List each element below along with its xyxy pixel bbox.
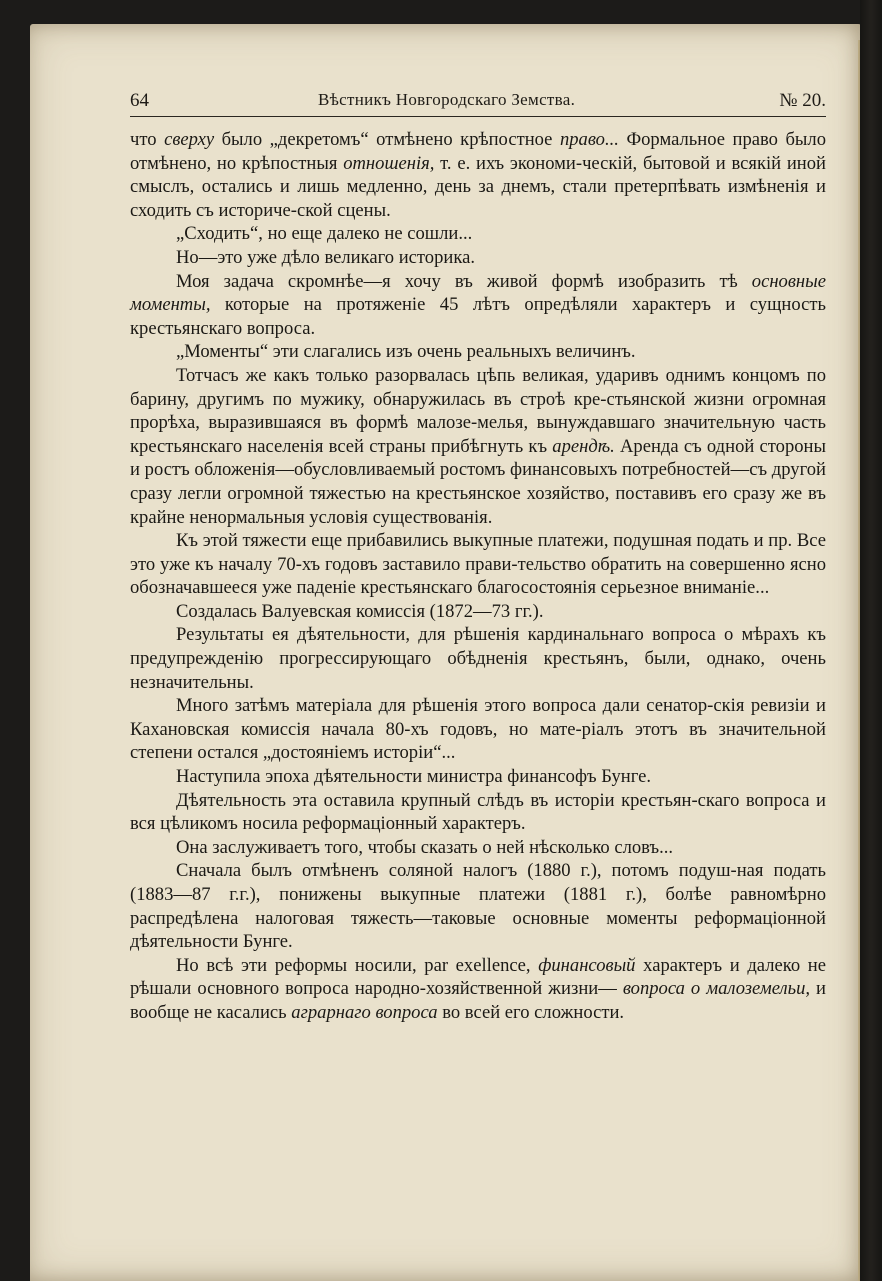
- paragraph: [130, 340, 826, 364]
- text-run: Дѣятельность эта оставила крупный слѣдъ въ исторіи крестьян-скаго вопроса и вся цѣликомъ носила реформаціонный характеръ.: [130, 789, 826, 835]
- text-run: характеръ и далеко не рѣшали основного вопроса народно-хозяйственной жизни—: [130, 954, 826, 1000]
- paragraph: [130, 128, 826, 222]
- text-run: Моя задача скромнѣе—я хочу въ живой формѣ изобразить тѣ: [176, 270, 752, 292]
- text-run: Но всѣ эти реформы носили, par exellence,: [176, 954, 539, 976]
- italic-run: вопроса о малоземельи,: [622, 978, 811, 1000]
- text-run: Результаты ея дѣятельности, для рѣшенія кардинальнаго вопроса о мѣрахъ къ предупрежденію прогрессирующаго обѣдненія крестьянъ, были, однако, очень незначительны.: [130, 624, 826, 693]
- paragraph: [130, 222, 826, 246]
- paragraph: [130, 694, 826, 765]
- article-body: [130, 128, 826, 1025]
- text-run: Создалась Валуевская комиссія (1872—73 гг.).: [176, 600, 544, 622]
- italic-run: финансовый: [538, 954, 636, 976]
- text-run: Наступила эпоха дѣятельности министра финансофъ Бунге.: [176, 766, 652, 788]
- text-run: „Сходить“, но еще далеко не сошли...: [176, 223, 473, 245]
- paragraph: [130, 954, 826, 1025]
- text-run: Она заслуживаетъ того, чтобы сказать о ней нѣсколько словъ...: [176, 836, 674, 858]
- paragraph: [130, 789, 826, 836]
- text-run: Формальное право было отмѣнено, но крѣпостныя: [130, 129, 827, 174]
- paragraph: [130, 364, 826, 529]
- scan-border: [860, 0, 882, 1281]
- paragraph: [130, 859, 826, 953]
- text-run: и вообще не касались: [130, 978, 826, 1023]
- italic-run: арендѣ.: [552, 435, 615, 457]
- text-run: Къ этой тяжести еще прибавились выкупные платежи, подушная подать и пр. Все это уже къ началу 70-хъ годовъ заставило прави-тельство обратить на совершенно ясно обозначавшееся уже паденіе крестьянскаго благосостоянія серьезное вниманіе...: [130, 530, 826, 599]
- running-header: [130, 88, 826, 117]
- text-run: Много затѣмъ матеріала для рѣшенія этого вопроса дали сенатор-скія ревизіи и Кахановская комиссія начала 80-хъ годовъ, но мате-ріалъ этотъ въ значительной степени остался „достояніемъ исторіи“...: [130, 695, 826, 764]
- text-run: Сначала былъ отмѣненъ соляной налогъ (1880 г.), потомъ подуш-ная подать (1883—87 г.г.), понижены выкупные платежи (1881 г.), болѣе равномѣрно распредѣлена налоговая тяжесть—таковые основные моменты реформаціонной дѣятельности Бунге.: [130, 860, 826, 953]
- paragraph: [130, 836, 826, 860]
- italic-run: основные моменты,: [130, 270, 826, 316]
- issue-number: № 20.: [779, 90, 826, 111]
- italic-run: сверху: [164, 129, 215, 150]
- text-run: Но—это уже дѣло великаго историка.: [176, 246, 476, 268]
- text-run: что: [130, 129, 165, 150]
- italic-run: аграрнаго вопроса: [291, 1001, 438, 1023]
- italic-run: право...: [559, 129, 619, 150]
- paragraph: [130, 623, 826, 694]
- journal-title: Вѣстникъ Новгородскаго Земства.: [318, 90, 576, 109]
- text-run: которые на протяженіе 45 лѣтъ опредѣляли характеръ и сущность крестьянскаго вопроса.: [130, 294, 826, 339]
- text-run: Аренда съ одной стороны и ростъ обложенія—обусловливаемый ростомъ финансовыхъ потребностей—съ другой сразу легли огромной тяжестью на крестьянское хозяйство, поставивъ его сразу же въ крайне ненормальныя условія существованія.: [130, 435, 826, 528]
- text-run: т. е. ихъ экономи-ческій, бытовой и всякій иной смыслъ, остались и лишь медленно, день за днемъ, стали претерпѣвать измѣненія и сходить съ историче-ской сцены.: [130, 152, 827, 221]
- text-run: „Моменты“ эти слагались изъ очень реальныхъ величинъ.: [176, 341, 636, 363]
- text-run: было „декретомъ“ отмѣнено крѣпостное: [214, 129, 560, 150]
- italic-run: отношенія,: [343, 152, 435, 174]
- paragraph: [130, 270, 826, 341]
- paragraph: [130, 765, 826, 789]
- text-run: во всей его сложности.: [437, 1001, 625, 1023]
- page-number: 64: [130, 90, 149, 111]
- text-run: Тотчасъ же какъ только разорвалась цѣпь великая, ударивъ однимъ концомъ по барину, другимъ по мужику, обнаружилась въ строѣ кре-стьянской жизни огромная прорѣха, выразившаяся въ формѣ малозе-мелья, вынуждавшаго значительную часть крестьянскаго населенія всей страны прибѣгнуть къ: [130, 364, 826, 457]
- paragraph: [130, 529, 826, 600]
- paragraph: [130, 246, 826, 270]
- paragraph: [130, 600, 826, 624]
